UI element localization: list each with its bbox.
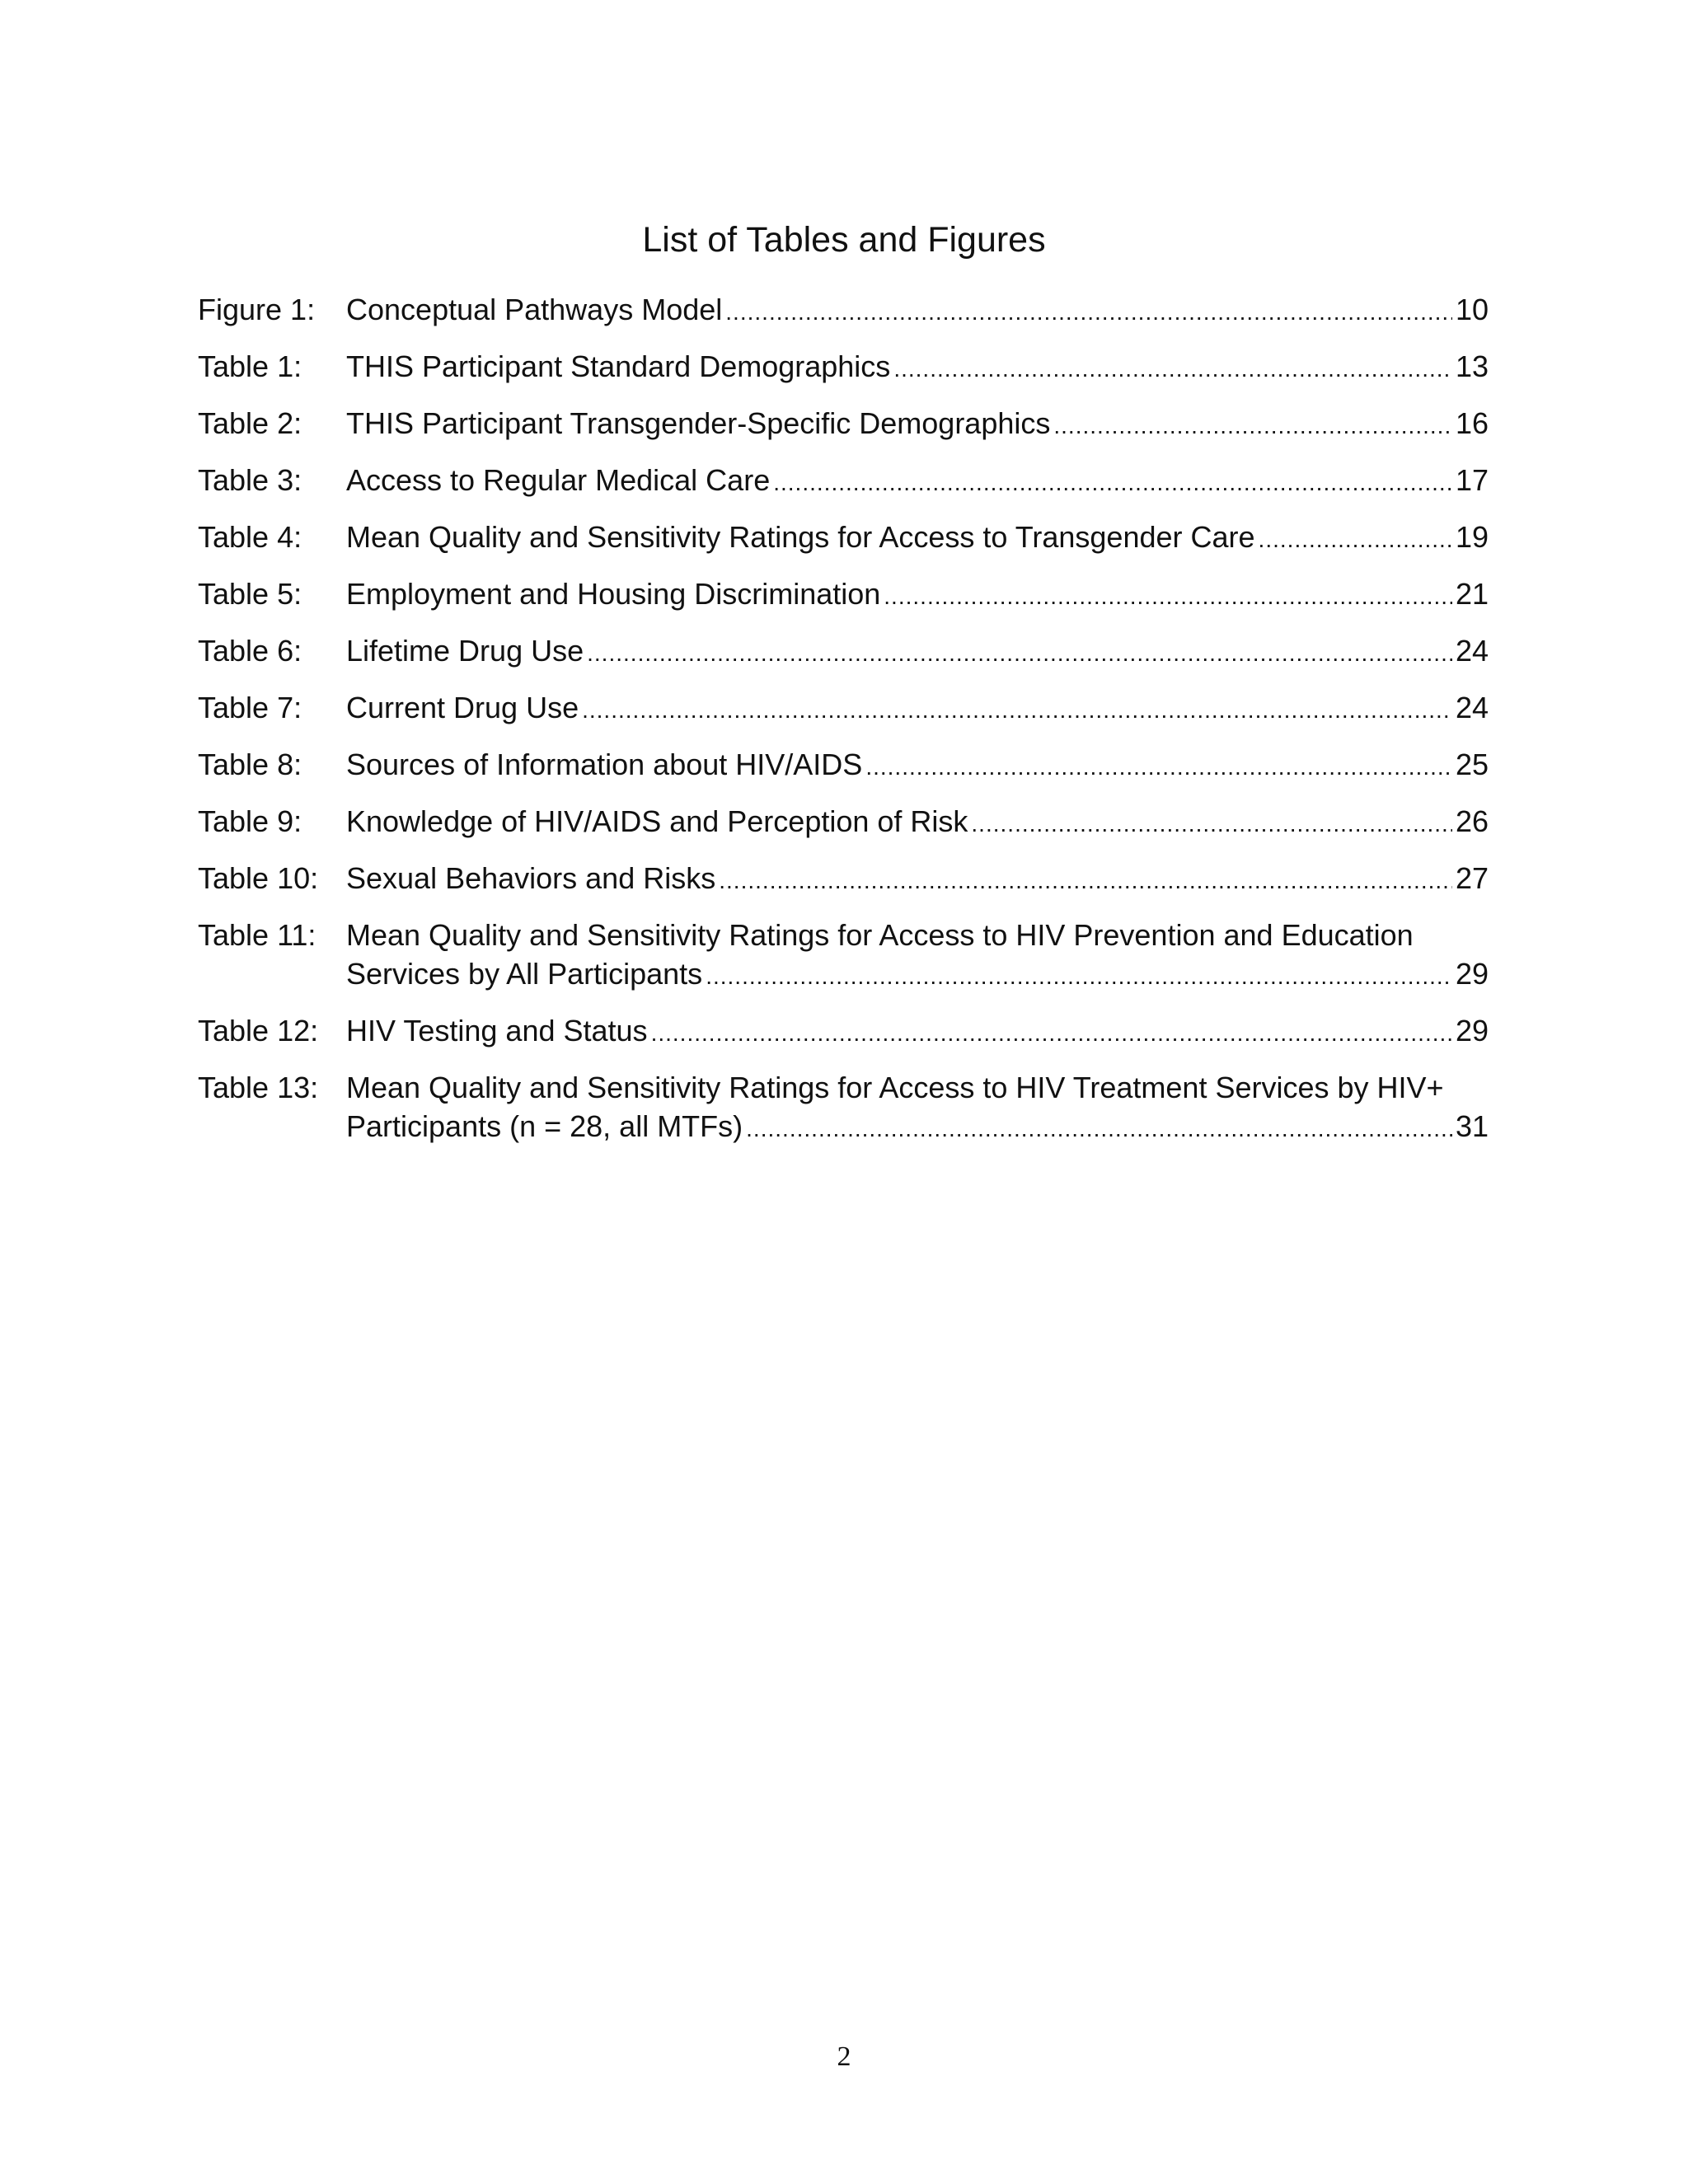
toc-entry-body [346,1068,1489,1148]
toc-entry[interactable] [198,404,1489,445]
toc-entry-last-line [346,1011,1489,1052]
dot-leader [1259,520,1452,559]
toc-entry-number: Table 1: [198,349,302,383]
toc-entry-title-line: THIS Participant Transgender-Specific Demographics [346,406,1051,440]
toc-entry-page: 13 [1455,349,1489,383]
toc-entry-title-line: Knowledge of HIV/AIDS and Perception of Risk [346,804,968,838]
toc-entry-body [346,802,1489,843]
toc-entry[interactable] [198,859,1489,900]
toc-entry[interactable] [198,802,1489,843]
dot-leader [706,957,1452,996]
toc-entry-last-line [346,688,1489,729]
toc-entry-page: 27 [1455,861,1489,895]
page-number: 2 [837,2041,851,2072]
toc-entry-number: Table 11: [198,918,316,952]
toc-entry-body [346,859,1489,900]
toc-entry-last-line [346,347,1489,388]
dot-leader [582,691,1452,729]
toc-entry-page: 10 [1455,293,1489,326]
toc-entry-body [346,688,1489,729]
dot-leader [1053,406,1452,445]
toc-entry-title-line: HIV Testing and Status [346,1014,648,1047]
toc-entry-title-line: Participants (n = 28, all MTFs) [346,1109,743,1143]
toc-entry-page: 31 [1455,1109,1489,1143]
toc-entry-last-line [346,1107,1489,1148]
toc-entry-page: 26 [1455,804,1489,838]
toc-entry-body [346,745,1489,786]
toc-entry-body [346,916,1489,996]
toc-entry-last-line [346,859,1489,900]
toc-entry-number: Table 3: [198,463,302,497]
toc-entry-last-line [346,574,1489,616]
toc-entry-number: Table 9: [198,804,302,838]
dot-leader [651,1014,1452,1052]
toc-entry-body [346,347,1489,388]
toc-entry-number: Table 2: [198,406,302,440]
toc-entry-last-line [346,954,1489,996]
toc-entry-page: 24 [1455,691,1489,724]
toc-entry-title-line: Mean Quality and Sensitivity Ratings for Access to HIV Treatment Services by HIV+ [346,1071,1444,1104]
toc-entry-last-line [346,745,1489,786]
toc-entry-body [346,290,1489,331]
toc-entry-last-line [346,404,1489,445]
toc-entry[interactable] [198,631,1489,673]
toc-entry-page: 25 [1455,748,1489,781]
toc-entry-body [346,574,1489,616]
dot-leader [773,463,1452,502]
toc-entry-title-line: Lifetime Drug Use [346,634,584,668]
dot-leader [725,293,1452,331]
toc-entry-title-line: Sources of Information about HIV/AIDS [346,748,863,781]
toc-entry-number: Table 6: [198,634,302,668]
toc-entry[interactable] [198,688,1489,729]
toc-entry-title-line: Mean Quality and Sensitivity Ratings for Access to Transgender Care [346,520,1255,554]
toc-entry-body [346,461,1489,502]
dot-leader [884,577,1452,616]
dot-leader [719,861,1452,900]
toc-entry-page: 24 [1455,634,1489,668]
toc-entry-number: Table 4: [198,520,302,554]
toc-entry-number: Table 10: [198,861,319,895]
toc-entry-page: 29 [1455,957,1489,991]
dot-leader [893,349,1452,388]
toc-entry-body [346,631,1489,673]
toc-entry-title-line: Sexual Behaviors and Risks [346,861,716,895]
toc-entry[interactable] [198,1068,1489,1148]
toc-entry-last-line [346,631,1489,673]
toc-entry-title-line: Employment and Housing Discrimination [346,577,881,611]
toc-entry-number: Table 5: [198,577,302,611]
table-of-contents [198,290,1489,1148]
dot-leader [587,634,1452,673]
toc-entry-body [346,518,1489,559]
toc-entry[interactable] [198,518,1489,559]
toc-entry-title-line: Mean Quality and Sensitivity Ratings for Access to HIV Prevention and Education [346,918,1414,952]
toc-entry-title-line: Access to Regular Medical Care [346,463,771,497]
toc-entry-number: Table 13: [198,1071,319,1104]
toc-entry-page: 17 [1455,463,1489,497]
toc-entry-body [346,404,1489,445]
toc-entry-last-line [346,518,1489,559]
toc-entry-last-line [346,290,1489,331]
page-title: List of Tables and Figures [642,219,1046,260]
toc-entry-number: Figure 1: [198,293,316,326]
toc-entry-body [346,1011,1489,1052]
toc-entry-last-line [346,461,1489,502]
toc-entry-number: Table 8: [198,748,302,781]
toc-entry[interactable] [198,1011,1489,1052]
toc-entry-title-line: Conceptual Pathways Model [346,293,723,326]
toc-entry[interactable] [198,916,1489,996]
toc-entry[interactable] [198,745,1489,786]
dot-leader [746,1109,1452,1148]
toc-entry-page: 29 [1455,1014,1489,1047]
toc-entry[interactable] [198,574,1489,616]
toc-entry-title-line: Services by All Participants [346,957,703,991]
toc-entry[interactable] [198,347,1489,388]
dot-leader [865,748,1452,786]
toc-entry-last-line [346,802,1489,843]
toc-entry-page: 19 [1455,520,1489,554]
toc-entry-title-line: Current Drug Use [346,691,579,724]
toc-entry-page: 16 [1455,406,1489,440]
toc-entry[interactable] [198,461,1489,502]
toc-entry[interactable] [198,290,1489,331]
dot-leader [971,804,1452,843]
toc-entry-number: Table 7: [198,691,302,724]
toc-entry-page: 21 [1455,577,1489,611]
toc-entry-title-line: THIS Participant Standard Demographics [346,349,891,383]
toc-entry-number: Table 12: [198,1014,319,1047]
